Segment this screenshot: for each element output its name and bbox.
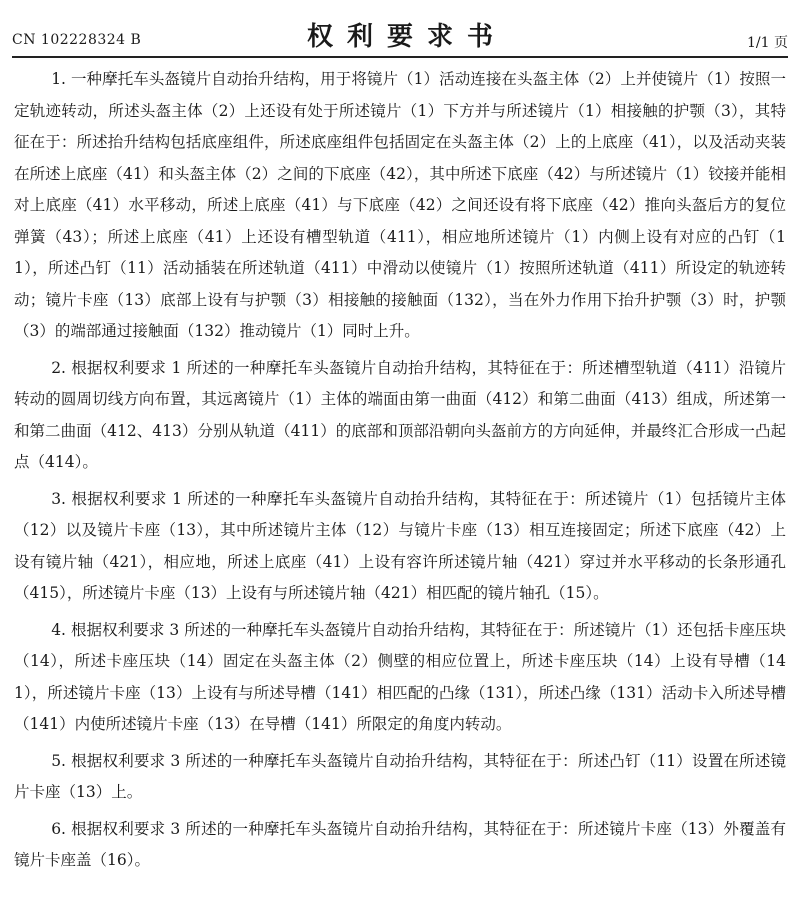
claims-body [14, 64, 786, 882]
claim-3: 3. 根据权利要求 1 所述的一种摩托车头盔镜片自动抬升结构，其特征在于：所述镜片（1）包括镜片主体（12）以及镜片卡座（13），其中所述镜片主体（12）与镜片卡座（13）相互连接固定；所述下底座（42）上设有镜片轴（421），相应地，所述上底座（41）上设有容许所述镜片轴（421）穿过并水平移动的长条形通孔（415），所述镜片卡座（13）上设有与所述镜片轴（421）相匹配的镜片轴孔（15）。 [14, 489, 786, 602]
page-header [12, 14, 788, 58]
claim-4: 4. 根据权利要求 3 所述的一种摩托车头盔镜片自动抬升结构，其特征在于：所述镜片（1）还包括卡座压块（14），所述卡座压块（14）固定在头盔主体（2）侧壁的相应位置上，所述卡座压块（14）上设有导槽（141），所述镜片卡座（13）上设有与所述导槽（141）相匹配的凸缘（131），所述凸缘（131）活动卡入所述导槽（141）内使所述镜片卡座（13）在导槽（141）所限定的角度内转动。 [14, 620, 786, 733]
claim-2: 2. 根据权利要求 1 所述的一种摩托车头盔镜片自动抬升结构，其特征在于：所述槽型轨道（411）沿镜片转动的圆周切线方向布置，其远离镜片（1）主体的端面由第一曲面（412）和第二曲面（413）组成，所述第一和第二曲面（412、413）分别从轨道（411）的底部和顶部沿朝向头盔前方的方向延伸，并最终汇合形成一凸起点（414）。 [14, 358, 786, 471]
claim-1: 1. 一种摩托车头盔镜片自动抬升结构，用于将镜片（1）活动连接在头盔主体（2）上并使镜片（1）按照一定轨迹转动，所述头盔主体（2）上还设有处于所述镜片（1）下方并与所述镜片（1）相接触的护颚（3），其特征在于：所述抬升结构包括底座组件，所述底座组件包括固定在头盔主体（2）上的上底座（41），以及活动夹装在所述上底座（41）和头盔主体（2）之间的下底座（42），其中所述下底座（42）与所述镜片（1）铰接并能相对上底座（41）水平移动，所述上底座（41）与下底座（42）之间还设有将下底座（42）推向头盔后方的复位弹簧（43）；所述上底座（41）上还设有槽型轨道（411），相应地所述镜片（1）内侧上设有对应的凸钉（11），所述凸钉（11）活动插装在所述轨道（411）中滑动以使镜片（1）按照所述轨道（411）所设定的轨迹转动；镜片卡座（13）底部上设有与护颚（3）相接触的接触面（132），当在外力作用下抬升护颚（3）时，护颚（3）的端部通过接触面（132）推动镜片（1）同时上升。 [14, 70, 786, 340]
claim-6: 6. 根据权利要求 3 所述的一种摩托车头盔镜片自动抬升结构，其特征在于：所述镜片卡座（13）外覆盖有镜片卡座盖（16）。 [14, 819, 786, 869]
document-title: 权利要求书 [306, 22, 507, 52]
publication-number: CN 102228324 B [12, 32, 142, 48]
page-number: 1/1 页 [747, 35, 788, 51]
header-rule [12, 56, 788, 58]
claim-5: 5. 根据权利要求 3 所述的一种摩托车头盔镜片自动抬升结构，其特征在于：所述凸钉（11）设置在所述镜片卡座（13）上。 [14, 751, 786, 801]
